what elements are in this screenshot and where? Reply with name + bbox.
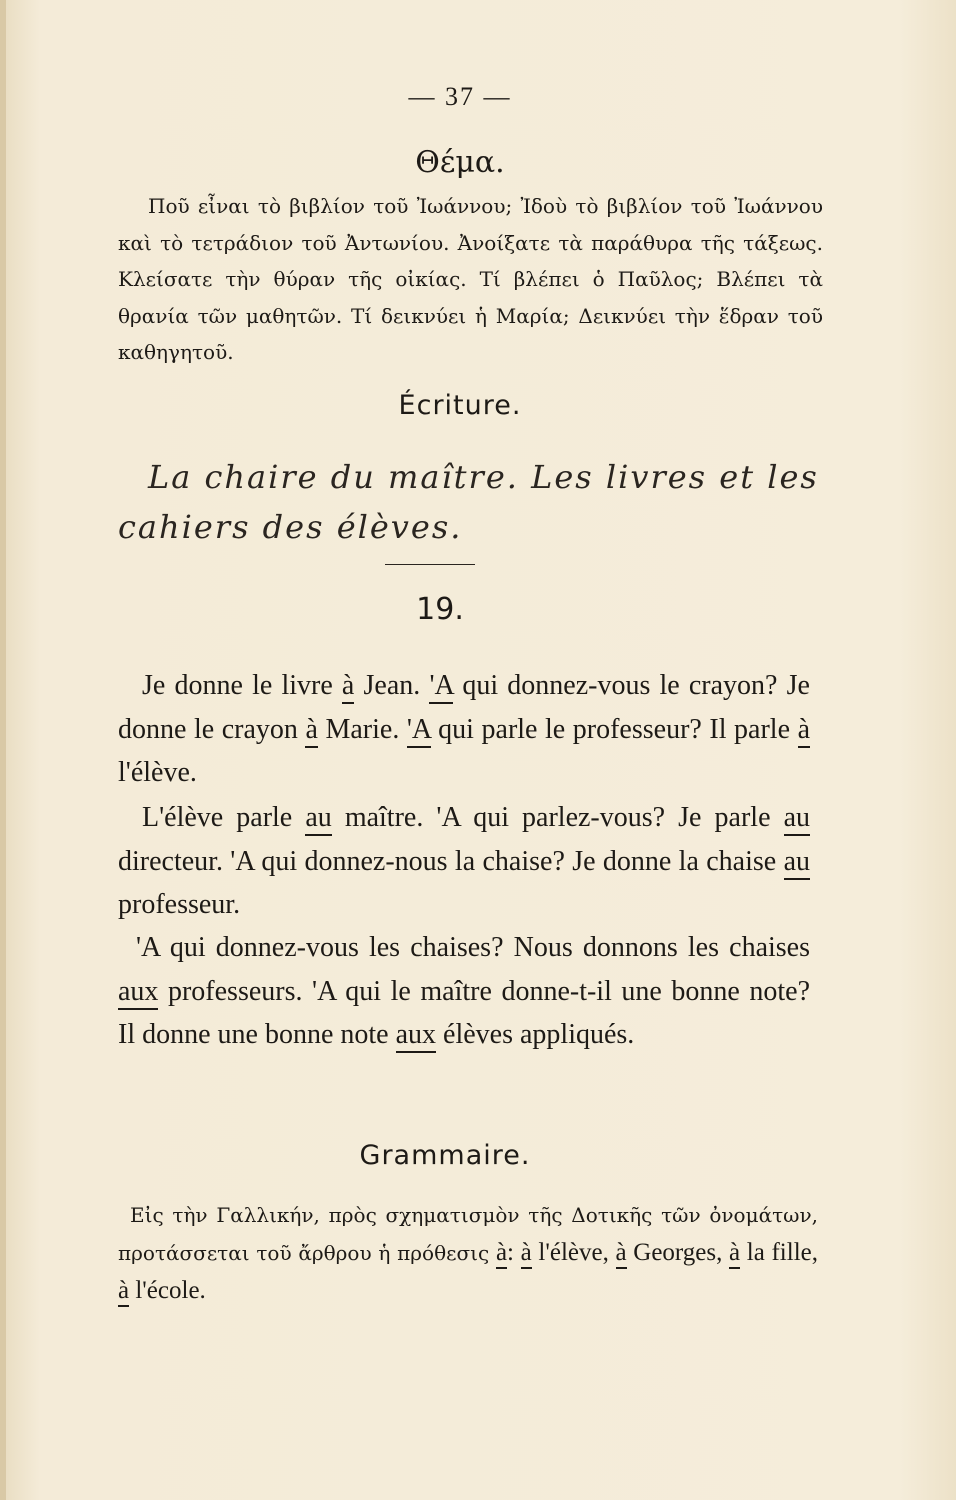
lesson-paragraph-2: L'élève parle au maître. 'A qui parlez-vous? Je parle au directeur. 'A qui donnez-nous la chaise? Je donne la chaise au professeur. xyxy=(118,802,810,920)
underlined-word: à xyxy=(798,714,810,748)
underlined-word: 'A xyxy=(429,670,453,704)
underlined-word: à xyxy=(342,670,354,704)
underlined-word: à xyxy=(496,1239,507,1269)
underlined-word: à xyxy=(118,1277,129,1307)
underlined-word: à xyxy=(521,1239,532,1269)
lesson-paragraph-3: 'A qui donnez-vous les chaises? Nous donnons les chaises aux professeurs. 'A qui le maître donne-t-il une bonne note? Il donne une bonne note aux élèves appliqués. xyxy=(118,926,810,1057)
handwriting-exercise: La chaire du maître. Les livres et les cahiers des élèves. xyxy=(118,458,819,546)
page-edge xyxy=(0,0,6,1500)
ecriture-heading: Écriture. xyxy=(398,390,522,421)
underlined-word: aux xyxy=(396,1019,436,1053)
underlined-word: au xyxy=(784,846,810,880)
theme-paragraph: Ποῦ εἶναι τὸ βιβλίον τοῦ Ἰωάννου; Ἰδοὺ τὸ βιβλίον τοῦ Ἰωάννου καὶ τὸ τετράδιον τοῦ Ἀντωνίου. Ἀνοίξατε τὰ παράθυρα τῆς τάξεως. Κλείσατε τὴν θύραν τῆς οἰκίας. Τί βλέπει ὁ Παῦλος; Βλέπει τὰ θρανία τῶν μαθητῶν. Τί δεικνύει ἡ Μαρία; Δεικνύει τὴν ἕδραν τοῦ καθηγητοῦ. xyxy=(118,194,823,364)
underlined-word: à xyxy=(729,1239,740,1269)
underlined-word: au xyxy=(784,802,810,836)
section-divider xyxy=(385,564,475,565)
page-number: — 37 — xyxy=(408,82,512,111)
lesson-number: 19. xyxy=(416,592,464,627)
grammar-paragraph: Εἰς τὴν Γαλλικήν, πρὸς σχηματισμὸν τῆς Δοτικῆς τῶν ὀνομάτων, προτάσσεται τοῦ ἄρθρου ἡ πρόθεσις à: à l'élève, à Georges, à la fille, à l'école. xyxy=(118,1196,818,1310)
grammaire-heading: Grammaire. xyxy=(359,1140,531,1171)
underlined-word: au xyxy=(305,802,331,836)
underlined-word: à xyxy=(305,714,317,748)
lesson-paragraph-1: Je donne le livre à Jean. 'A qui donnez-vous le crayon? Je donne le crayon à Marie. 'A qui parle le professeur? Il parle à l'élève. xyxy=(118,670,810,788)
underlined-word: 'A xyxy=(407,714,431,748)
underlined-word: aux xyxy=(118,976,158,1010)
theme-heading: Θέμα. xyxy=(415,145,505,180)
underlined-word: à xyxy=(616,1239,627,1269)
